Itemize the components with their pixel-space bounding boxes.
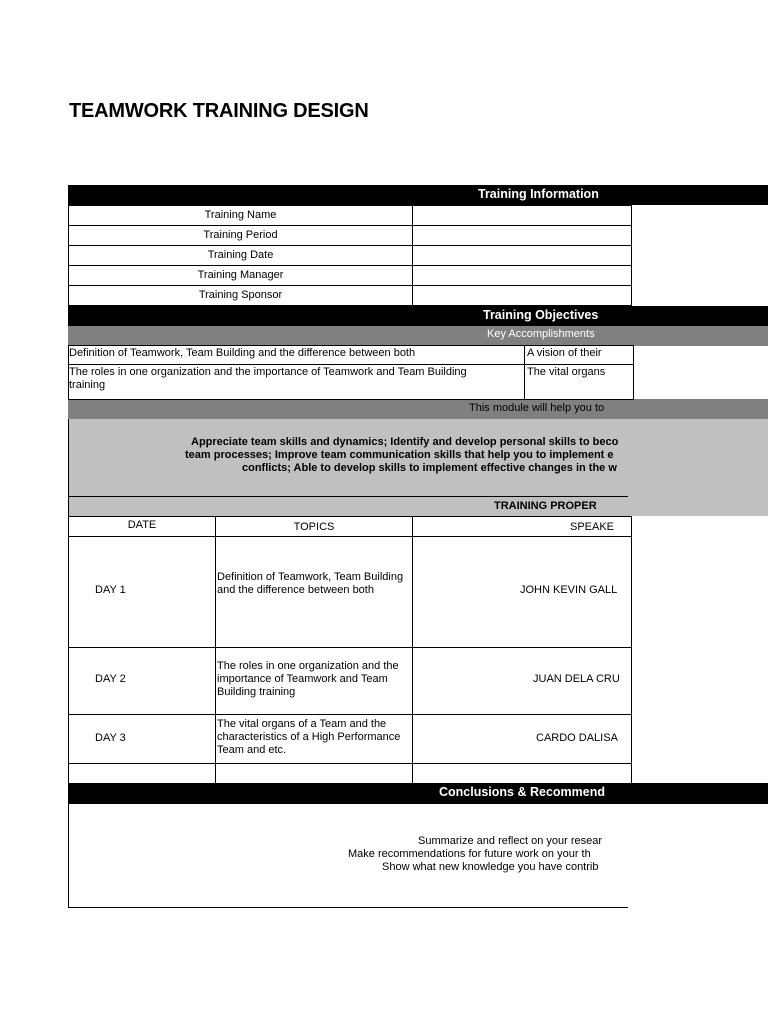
training-period-label: Training Period (68, 225, 413, 246)
conclusions-label: Conclusions & Recommend (439, 785, 605, 799)
module-header (68, 399, 628, 419)
key-accomplishments-label: Key Accomplishments (487, 328, 595, 340)
conclusions-line-2: Make recommendations for future work on your th (348, 848, 591, 860)
day-1-speaker (412, 536, 632, 648)
training-information-band-extension (608, 185, 768, 205)
module-line-1: Appreciate team skills and dynamics; Identify and develop personal skills to beco (191, 436, 619, 448)
day-1-speaker-name: JOHN KEVIN GALL (520, 584, 618, 596)
day-3-date (68, 714, 216, 764)
training-objectives-label: Training Objectives (483, 308, 599, 322)
training-sponsor-value[interactable] (412, 285, 632, 306)
objective-right-1: A vision of their (524, 345, 634, 365)
day-2-speaker-name: JUAN DELA CRU (533, 673, 620, 685)
training-proper-header (68, 496, 628, 517)
module-line-3: conflicts; Able to develop skills to implement effective changes in the w (242, 462, 617, 474)
day-1-topic: Definition of Teamwork, Team Building and the difference between both (215, 536, 413, 648)
day-1-date (68, 536, 216, 648)
day-3-speaker (412, 714, 632, 764)
module-header-label: This module will help you to (469, 402, 605, 414)
training-date-label: Training Date (68, 245, 413, 266)
key-accomplishments-header (68, 326, 628, 346)
training-period-value[interactable] (412, 225, 632, 246)
objective-left-2: The roles in one organization and the importance of Teamwork and Team Building training (68, 364, 525, 400)
conclusions-header (68, 783, 628, 804)
conclusions-body (68, 804, 628, 908)
training-sponsor-label: Training Sponsor (68, 285, 413, 306)
training-manager-value[interactable] (412, 265, 632, 286)
training-objectives-header (68, 306, 628, 326)
training-information-header (68, 185, 628, 205)
module-body-extension (608, 419, 768, 516)
objective-left-1: Definition of Teamwork, Team Building and the difference between both (68, 345, 525, 365)
training-name-label: Training Name (68, 205, 413, 226)
day-1-label: DAY 1 (95, 584, 126, 596)
module-body (68, 419, 628, 497)
column-topics-header: TOPICS (215, 516, 413, 537)
day-2-speaker (412, 647, 632, 715)
conclusions-line-1: Summarize and reflect on your resear (418, 835, 603, 847)
empty-date-cell[interactable] (68, 763, 216, 784)
column-speaker-label: SPEAKE (570, 521, 615, 533)
conclusions-line-3: Show what new knowledge you have contrib (382, 861, 599, 873)
day-2-label: DAY 2 (95, 673, 126, 685)
day-3-topic: The vital organs of a Team and the characteristics of a High Performance Team and etc. (215, 714, 413, 764)
key-accomplishments-band-extension (608, 326, 768, 346)
day-2-topic: The roles in one organization and the importance of Teamwork and Team Building training (215, 647, 413, 715)
empty-topic-cell[interactable] (215, 763, 413, 784)
training-manager-label: Training Manager (68, 265, 413, 286)
column-date-header: DATE (68, 516, 216, 537)
module-band-extension (608, 399, 768, 419)
objective-right-2: The vital organs (524, 364, 634, 400)
day-2-date (68, 647, 216, 715)
module-line-2: team processes; Improve team communication skills that help you to implement e (185, 449, 614, 461)
column-speaker-header (412, 516, 632, 537)
day-3-speaker-name: CARDO DALISA (536, 732, 618, 744)
training-objectives-band-extension (608, 306, 768, 326)
conclusions-band-extension (608, 783, 768, 804)
empty-speaker-cell[interactable] (412, 763, 632, 784)
training-name-value[interactable] (412, 205, 632, 226)
training-information-label: Training Information (478, 187, 599, 201)
day-3-label: DAY 3 (95, 732, 126, 744)
page-title: TEAMWORK TRAINING DESIGN (69, 100, 369, 122)
training-proper-label: TRAINING PROPER (494, 500, 597, 512)
training-date-value[interactable] (412, 245, 632, 266)
